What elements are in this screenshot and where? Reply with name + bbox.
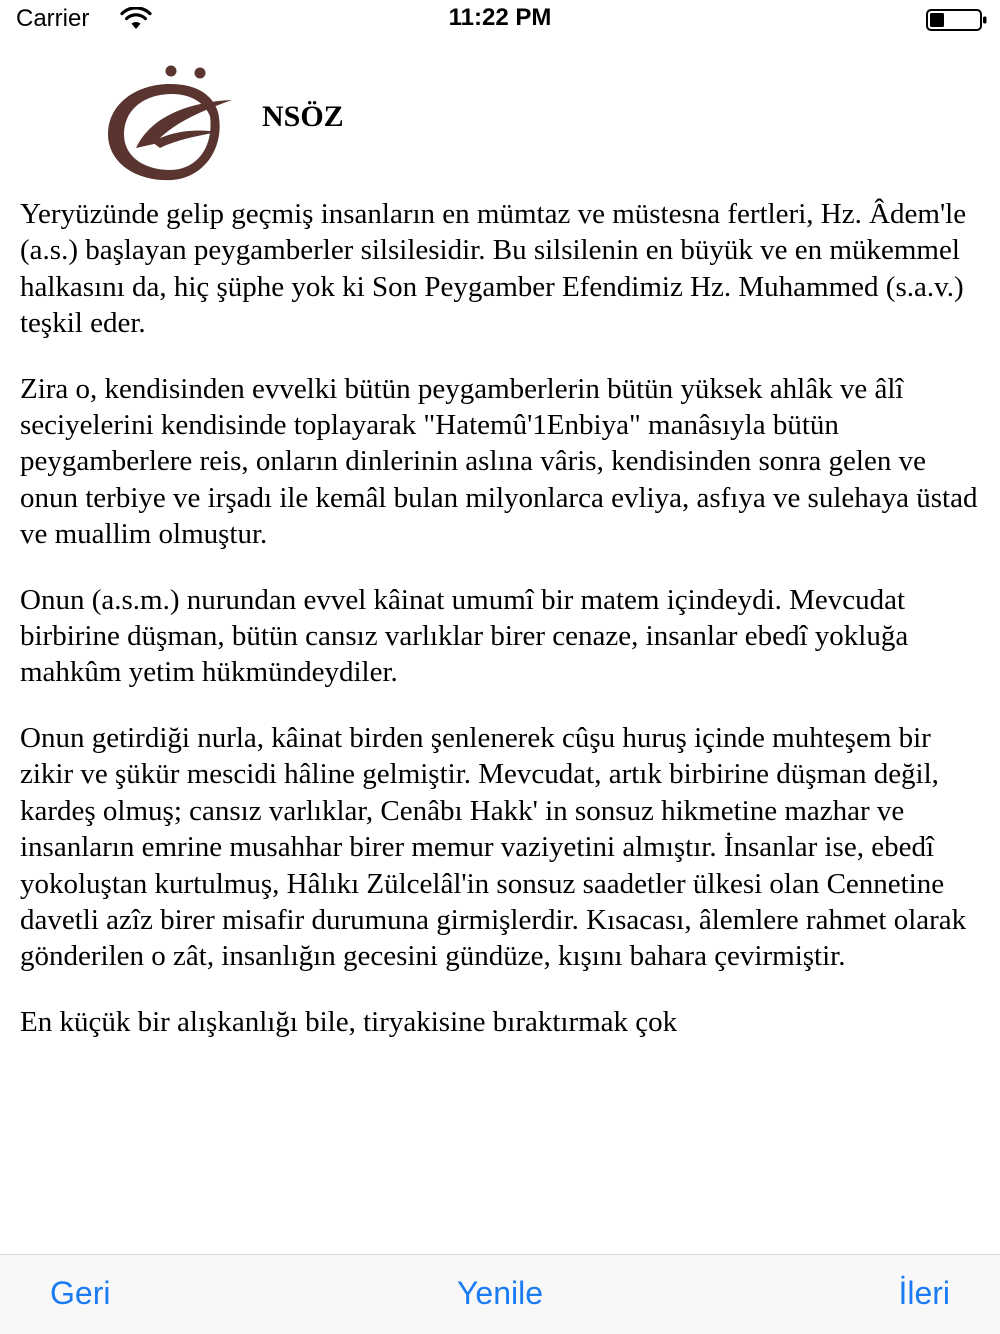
paragraph: Onun getirdiği nurla, kâinat birden şenlenerek cûşu huruş içinde muhteşem bir zikir ve şükür mescidi hâline gelmiştir. Mevcudat, artık birbirine düşman değil, kardeş olmuş; cansız varlıklar, Cenâbı Hakk' in sonsuz hikmetine mazhar ve insanların emrine musahhar birer memur vaziyetini almıştır. İnsanlar ise, ebedî yokoluştan kurtulmuş, Hâlıkı Zülcelâl'in sonsuz saadetler ülkesi olan Cennetine davetli azîz birer misafir durumuna girmişlerdir. Kısacası, âlemlere rahmet olarak gönderilen o zât, insanlığın gecesini gündüze, kışını bahara çevirmiştir.: [20, 721, 967, 973]
preface-heading: [100, 62, 370, 182]
paragraph: Onun (a.s.m.) nurundan evvel kâinat umumî bir matem içindeydi. Mevcudat birbirine düşman, bütün cansız varlıklar birer cenaze, insanlar ebedî yokluğa mahkûm yetim hükmündeydiler.: [20, 583, 909, 689]
forward-button[interactable]: İleri: [898, 1275, 950, 1311]
carrier-label: Carrier: [16, 5, 90, 32]
back-button[interactable]: Geri: [50, 1275, 111, 1311]
preface-title: NSÖZ: [262, 100, 344, 133]
status-bar: [0, 0, 1000, 40]
battery-icon: [926, 8, 988, 32]
status-time: 11:22 PM: [448, 4, 552, 31]
refresh-button[interactable]: Yenile: [456, 1275, 543, 1311]
bottom-toolbar: [0, 1254, 1000, 1334]
paragraph: Yeryüzünde gelip geçmiş insanların en mümtaz ve müstesna fertleri, Hz. Âdem'le (a.s.) başlayan peygamberler silsilesidir. Bu silsilenin en büyük ve en mükemmel halkasını da, hiç şüphe yok ki Son Peygamber Efendimiz Hz. Muhammed (s.a.v.) teşkil eder.: [20, 198, 967, 340]
web-content[interactable]: [0, 40, 1000, 1254]
o-umlaut-logo-icon: [100, 62, 260, 182]
paragraph: En küçük bir alışkanlığı bile, tiryakisine bıraktırmak çok: [20, 1005, 678, 1038]
paragraph: Zira o, kendisinden evvelki bütün peygamberlerin bütün yüksek ahlâk ve âlî seciyelerini kendisinde toplayarak "Hatemû'1Enbiya" manâsıyla bütün peygamberlere reis, onların dinlerinin aslına vâris, kendisinden sonra gelen ve onun terbiye ve irşadı ile kemâl bulan milyonlarca evliya, asfıya ve sulehaya üstad ve muallim olmuştur.: [20, 372, 978, 551]
article-body: [20, 196, 985, 1069]
